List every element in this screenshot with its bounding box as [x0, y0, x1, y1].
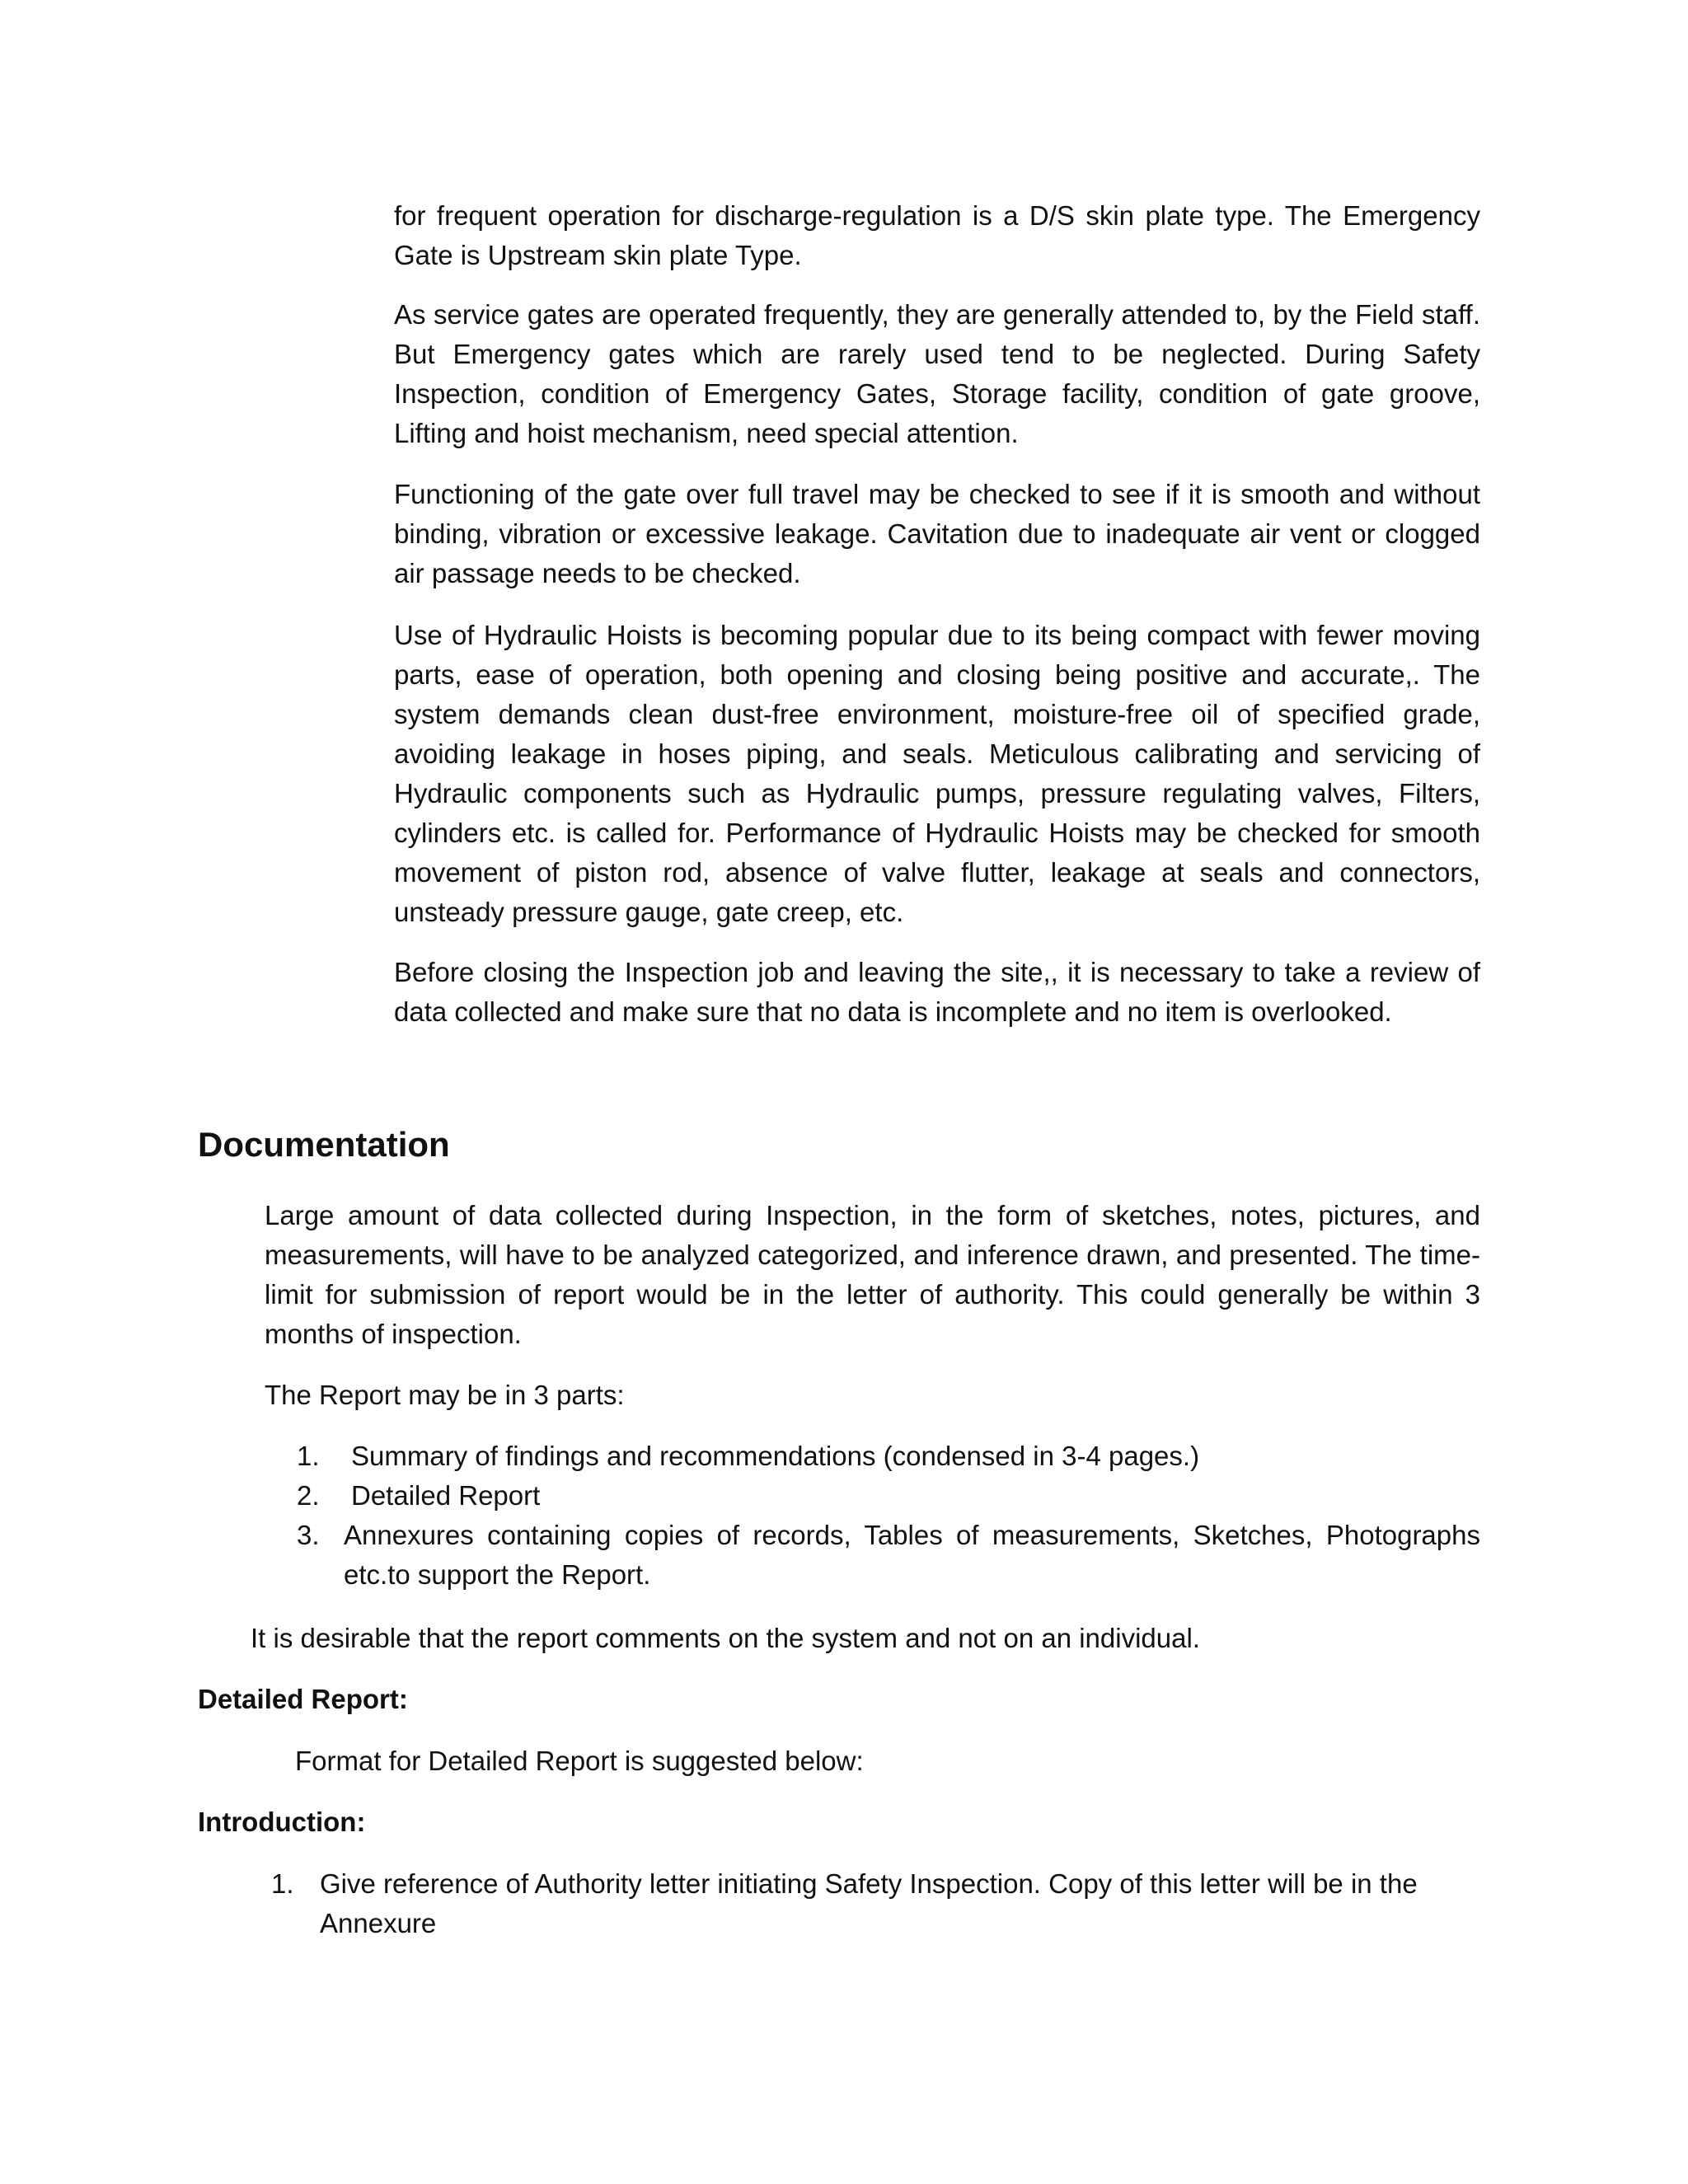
list-number: 2. — [297, 1480, 320, 1511]
list-text: Summary of findings and recommendations (condensed in 3-4 pages.) — [351, 1441, 1200, 1471]
report-parts-intro: The Report may be in 3 parts: — [265, 1380, 625, 1410]
list-number: 3. — [297, 1520, 320, 1550]
report-part-item — [297, 1436, 1480, 1476]
gates-paragraph-2: As service gates are operated frequently, they are generally attended to, by the Field staff. But Emergency gates which are rarely used tend to be neglected. During Safety Inspection, condition of Emergency Gates, Storage facility, condition of gate groove, Lifting and hoist mechanism, need special attention. — [394, 299, 1480, 448]
gates-paragraph-4: Use of Hydraulic Hoists is becoming popular due to its being compact with fewer moving parts, ease of operation, both opening and closing being positive and accurate,. The system demands clean dust-free environment, moisture-free oil of specified grade, avoiding leakage in hoses piping, and seals. Meticulous calibrating and servicing of Hydraulic components such as Hydraulic pumps, pressure regulating valves, Filters, cylinders etc. is called for. Performance of Hydraulic Hoists may be checked for smooth movement of piston rod, absence of valve flutter, leakage at seals and connectors, unsteady pressure gauge, gate creep, etc. — [394, 620, 1480, 927]
gates-paragraph-5: Before closing the Inspection job and leaving the site,, it is necessary to take a review of data collected and make sure that no data is incomplete and no item is overlooked. — [394, 957, 1480, 1027]
documentation-paragraph: Large amount of data collected during Inspection, in the form of sketches, notes, pictures, and measurements, will have to be analyzed categorized, and inference drawn, and presented. The time-limit for submission of report would be in the letter of authority. This could generally be within 3 months of inspection. — [265, 1200, 1480, 1349]
list-number: 1. — [297, 1441, 320, 1471]
report-part-item — [297, 1476, 1480, 1516]
gates-paragraph-1: for frequent operation for discharge-regulation is a D/S skin plate type. The Emergency Gate is Upstream skin plate Type. — [394, 200, 1480, 270]
introduction-item — [271, 1864, 1480, 1943]
introduction-heading: Introduction: — [198, 1807, 366, 1837]
report-closing-note: It is desirable that the report comments on the system and not on an individual. — [251, 1623, 1200, 1653]
documentation-heading: Documentation — [198, 1125, 450, 1164]
list-text: Give reference of Authority letter initiating Safety Inspection. Copy of this letter will be in the Annexure — [320, 1868, 1418, 1938]
detailed-report-format-note: Format for Detailed Report is suggested below: — [295, 1746, 864, 1776]
report-part-item — [297, 1516, 1480, 1595]
list-text: Detailed Report — [351, 1480, 541, 1511]
list-text: Annexures containing copies of records, Tables of measurements, Sketches, Photographs etc.to support the Report. — [344, 1520, 1480, 1590]
detailed-report-heading: Detailed Report: — [198, 1684, 408, 1714]
gates-paragraph-3: Functioning of the gate over full travel may be checked to see if it is smooth and without binding, vibration or excessive leakage. Cavitation due to inadequate air vent or clogged air passage needs to be checked. — [394, 479, 1480, 588]
list-number: 1. — [271, 1868, 294, 1899]
